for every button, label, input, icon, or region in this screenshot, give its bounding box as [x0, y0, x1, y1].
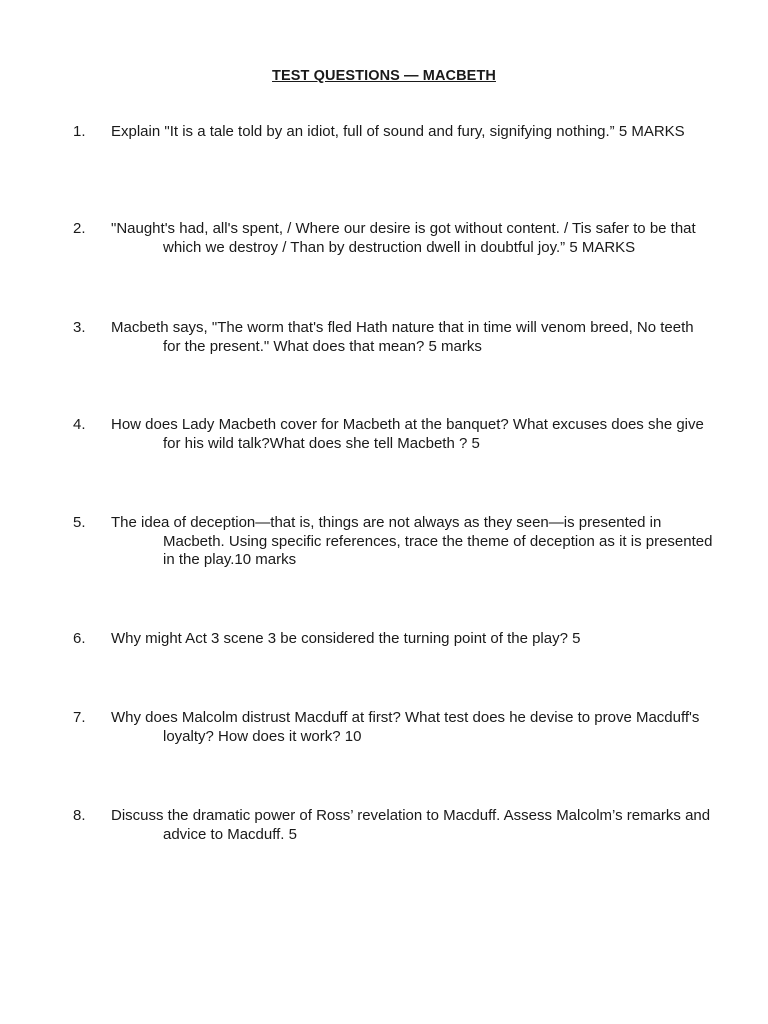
question-text: Explain "It is a tale told by an idiot, full of sound and fury, signifying nothing.” 5 MARKS: [111, 123, 685, 140]
question-item: [73, 416, 713, 453]
question-text: Discuss the dramatic power of Ross’ revelation to Macduff. Assess Malcolm’s remarks and advice to Macduff. 5: [111, 807, 711, 843]
question-text: "Naught's had, all's spent, / Where our desire is got without content. / Tis safer to be that which we destroy / Than by destruction dwell in doubtful joy.” 5 MARKS: [111, 220, 696, 256]
question-text: Macbeth says, "The worm that's fled Hath nature that in time will venom breed, No teeth for the present." What does that mean? 5 marks: [111, 319, 694, 355]
question-number: 1.: [73, 123, 86, 140]
question-text: The idea of deception—that is, things are not always as they seen—is presented in Macbeth. Using specific references, trace the theme of deception as it is presented in the play.10 marks: [111, 514, 713, 568]
question-item: [73, 123, 713, 142]
question-number: 6.: [73, 630, 86, 647]
question-item: [73, 630, 713, 649]
question-item: [73, 220, 713, 257]
question-item: [73, 514, 713, 570]
question-number: 8.: [73, 807, 86, 824]
document-title: TEST QUESTIONS — MACBETH: [272, 68, 496, 84]
question-item: [73, 319, 713, 356]
question-item: [73, 807, 713, 844]
question-item: [73, 709, 713, 746]
question-text: How does Lady Macbeth cover for Macbeth at the banquet? What excuses does she give for his wild talk?What does she tell Macbeth ? 5: [111, 416, 704, 452]
question-text: Why might Act 3 scene 3 be considered the turning point of the play? 5: [111, 630, 581, 647]
question-number: 4.: [73, 416, 86, 433]
question-number: 5.: [73, 514, 86, 531]
question-text: Why does Malcolm distrust Macduff at first? What test does he devise to prove Macduff's loyalty? How does it work? 10: [111, 709, 700, 745]
question-number: 3.: [73, 319, 86, 336]
question-number: 7.: [73, 709, 86, 726]
question-number: 2.: [73, 220, 86, 237]
